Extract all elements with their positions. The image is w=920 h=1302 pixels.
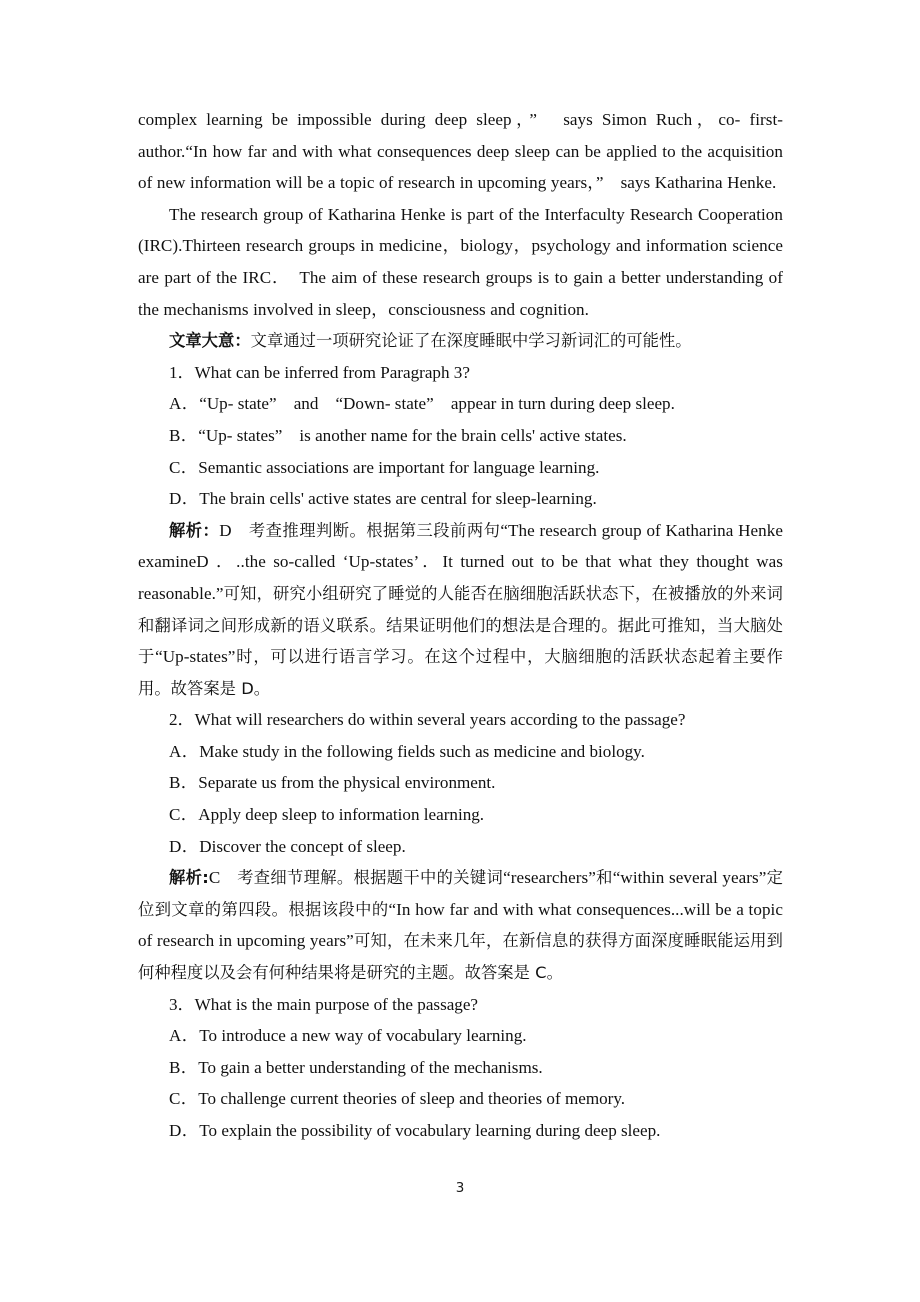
option-label: A． [169,394,200,414]
question-2-option-a[interactable] [138,736,783,768]
question-1-option-a[interactable] [138,388,783,420]
question-1-explanation [138,515,783,705]
question-1-text: What can be inferred from Paragraph 3? [194,362,470,382]
article-summary-label: 文章大意： [169,331,251,351]
option-text: Separate us from the physical environment. [198,773,496,793]
article-summary [138,325,783,357]
option-label: B． [169,773,199,793]
option-text: Semantic associations are important for language learning. [198,457,600,477]
question-1-option-c[interactable] [138,452,783,484]
question-2-text: What will researchers do within several years according to the passage? [194,710,686,730]
question-3-option-b[interactable] [138,1052,783,1084]
question-1-option-b[interactable] [138,420,783,452]
explanation-body-2: 和 [595,868,613,888]
explanation-quote-2: “within several years” [612,868,767,888]
question-3-number: 3． [169,994,195,1014]
page-content [138,104,783,1147]
question-1-option-d[interactable] [138,483,783,515]
question-1-stem [138,357,783,389]
option-text: “Up‑ states” is another name for the brain cells' active states. [198,425,627,445]
explanation-label: 解析: [169,868,209,888]
option-text: To challenge current theories of sleep and theories of memory. [198,1089,626,1109]
option-label: C． [169,1089,199,1109]
option-text: To introduce a new way of vocabulary learning. [199,1026,527,1046]
explanation-quote-1: “researchers” [503,868,596,888]
explanation-body-3: 时，可以进行语言学习。在这个过程中，大脑细胞的活跃状态起着主要作用。故答案是 D。 [138,647,783,698]
paragraph-continuation: complex learning be impossible during deep sleep，” says Simon Ruch，co‑ first‑ author.“In how far and with what consequences deep sleep can be applied to the acquisition of new information will be a topic of research in upcoming years，” says Katharina Henke. [138,110,783,193]
explanation-body-1: 考查推理判断。根据第三段前两句 [248,520,501,540]
question-3-option-c[interactable] [138,1083,783,1115]
explanation-body-1: 考查细节理解。根据题干中的关键词 [237,868,504,888]
option-text: To gain a better understanding of the mechanisms. [198,1057,543,1077]
option-label: A． [169,741,200,761]
explanation-quote-2: “Up-states” [155,647,236,667]
option-label: B． [169,425,199,445]
explanation-body-4: 可知，在未来几年，在新信息的获得方面深度睡眠能运用到何种程度以及会有何种结果将是研究的主题。故答案是 C。 [138,931,783,983]
option-text: Apply deep sleep to information learning. [198,805,485,825]
question-2-option-d[interactable] [138,831,783,863]
question-1-number: 1． [169,362,195,382]
explanation-quote-1: “The research group of Katharina Henke examineD ．..the so-called ‘Up-states’．It turned out to be that what they thought was reasonable.” [138,520,783,603]
option-label: A． [169,1026,200,1046]
article-summary-text: 文章通过一项研究论证了在深度睡眠中学习新词汇的可能性。 [250,331,692,351]
explanation-answer: D [219,520,232,540]
question-2-stem [138,704,783,736]
option-label: D． [169,836,200,856]
option-label: C． [169,457,199,477]
question-2-option-b[interactable] [138,767,783,799]
question-3-stem [138,989,783,1021]
option-label: C． [169,805,199,825]
option-text: Make study in the following fields such as medicine and biology. [199,741,645,761]
explanation-body-2: 可知，研究小组研究了睡觉的人能否在脑细胞活跃状态下，在被播放的外来词和翻译词之间形成新的语义联系。结果证明他们的想法是合理的。据此可推知，当大脑处于 [138,583,783,667]
explanation-quote-3: “In how far and with what consequences...will be a topic of research in upcoming years” [138,899,783,951]
question-3-text: What is the main purpose of the passage? [194,994,479,1014]
option-text: “Up‑ state” and “Down‑ state” appear in turn during deep sleep. [199,394,675,414]
explanation-answer: C [208,868,221,888]
option-label: D． [169,489,200,509]
explanation-label: 解析： [169,520,220,540]
question-2-number: 2． [169,710,195,730]
option-text: The brain cells' active states are central for sleep-learning. [199,489,597,509]
page-number: 3 [455,1180,465,1196]
option-text: Discover the concept of sleep. [199,836,406,856]
question-2-explanation [138,862,783,988]
question-3-option-a[interactable] [138,1020,783,1052]
option-label: D． [169,1121,200,1140]
paragraph-four: The research group of Katharina Henke is part of the Interfaculty Research Cooperation (IRC).Thirteen research groups in medicine，biology，psychology and information science are part of the IRC． The aim of these research groups is to gain a better understanding of the mechanisms involved in sleep，consciousness and cognition. [138,204,783,319]
option-label: B． [169,1057,199,1077]
question-2-option-c[interactable] [138,799,783,831]
explanation-body-3: 定位到文章的第四段。根据该段中的 [138,868,783,919]
option-text: To explain the possibility of vocabulary learning during deep sleep. [199,1121,661,1140]
question-3-option-d[interactable] [138,1115,783,1147]
